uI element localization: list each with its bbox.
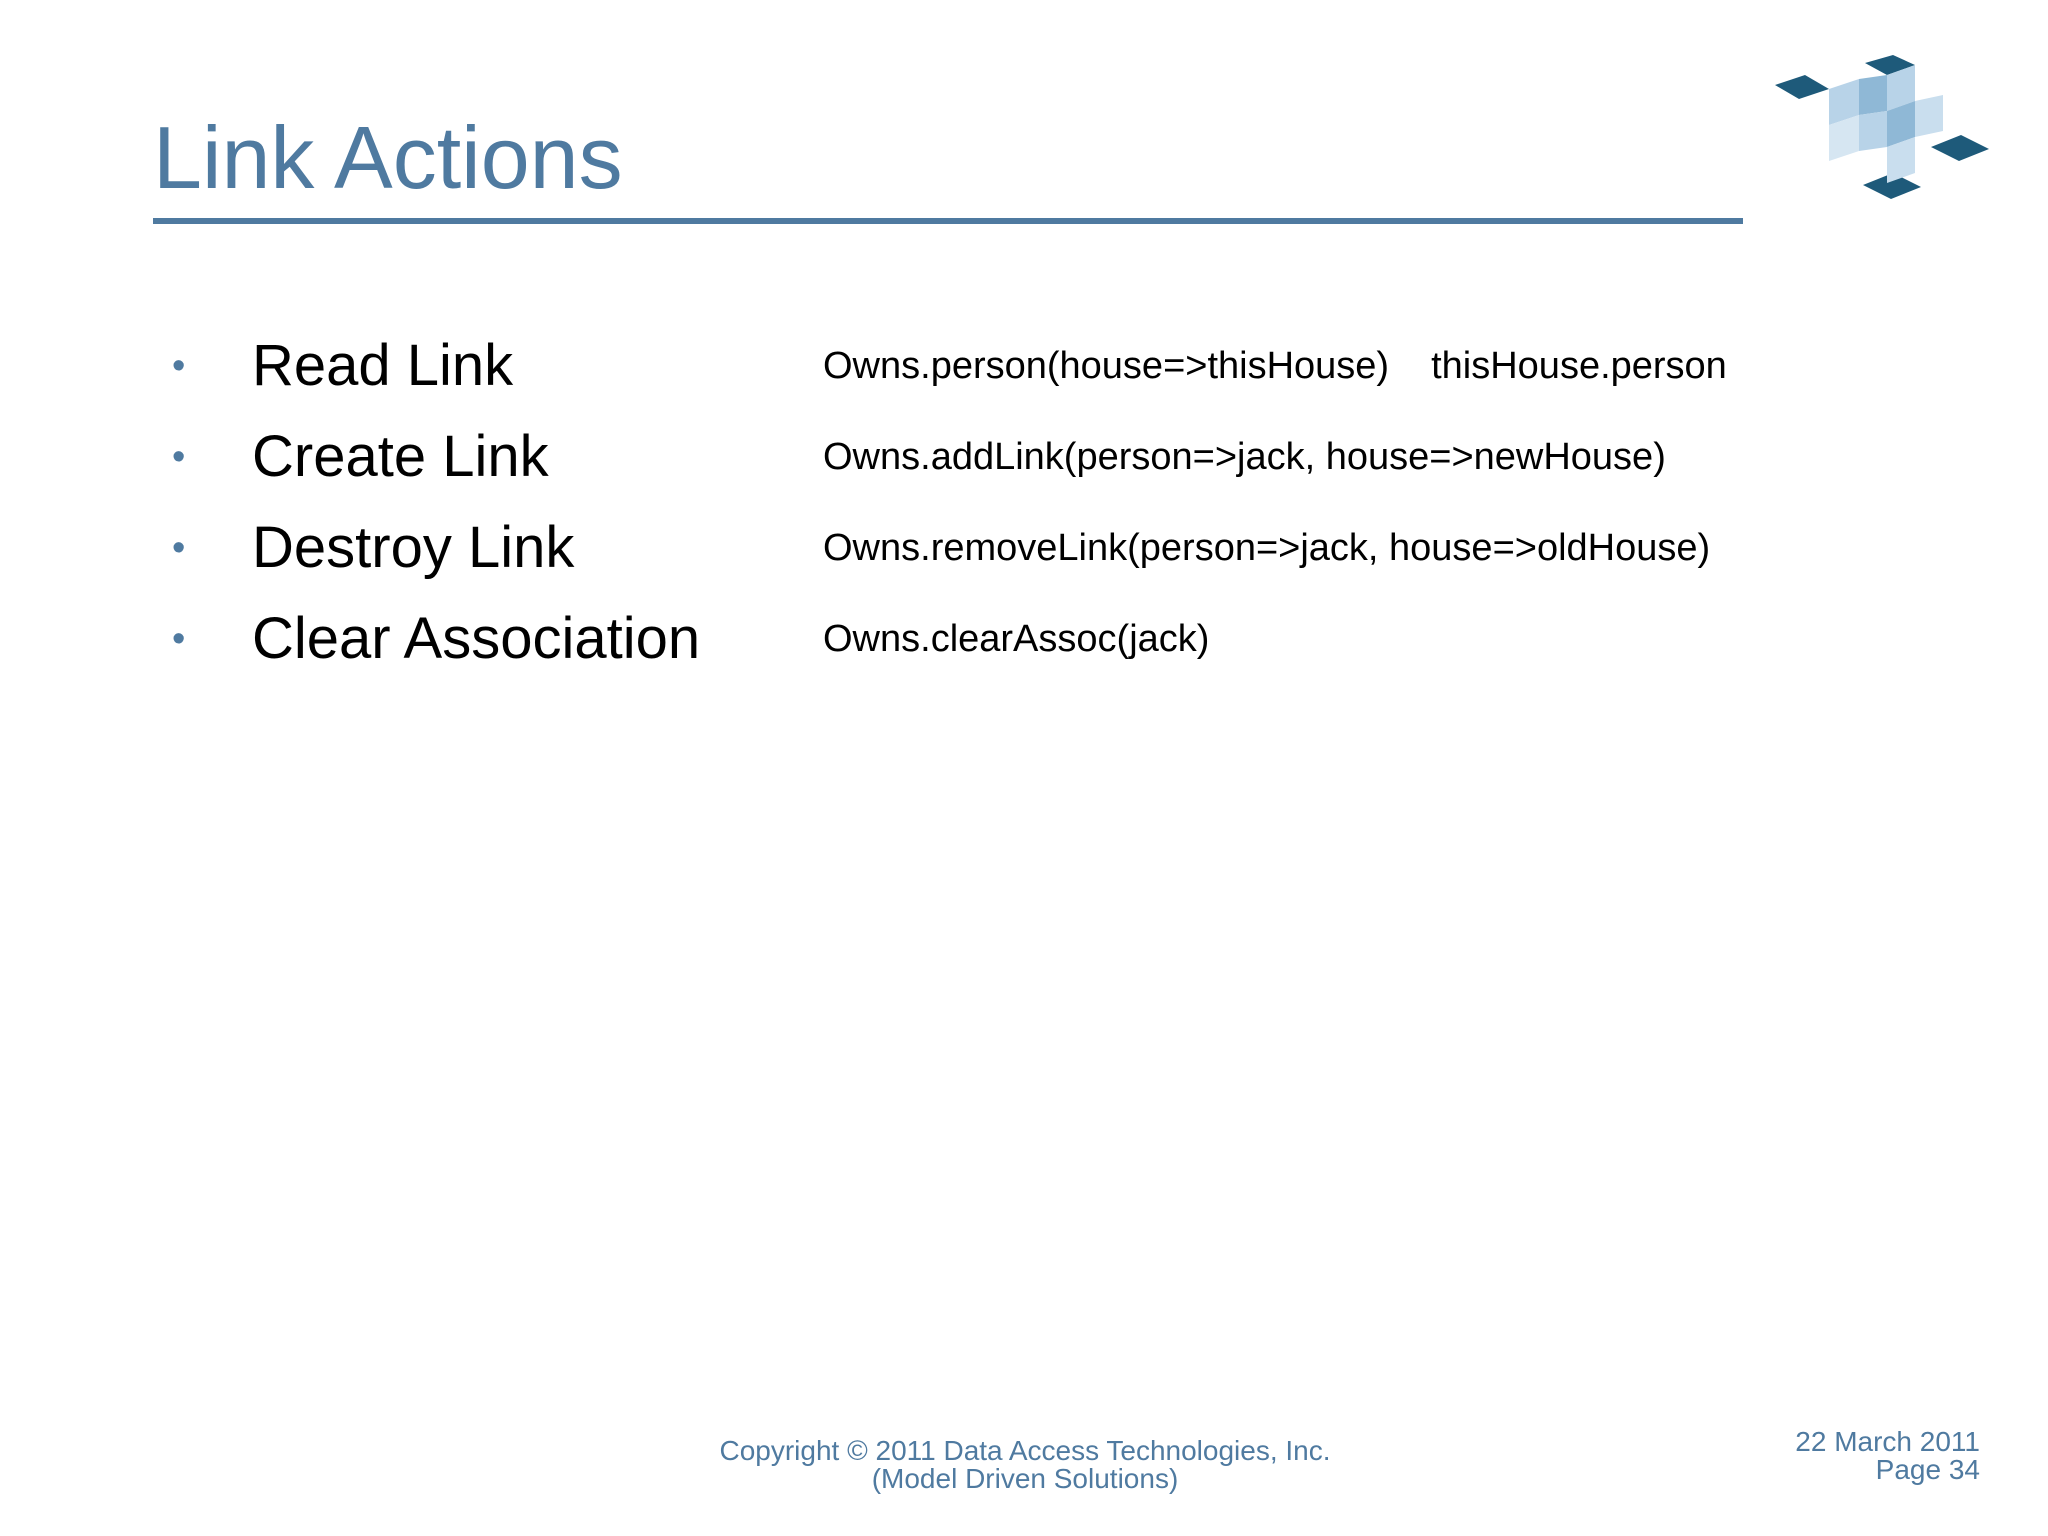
list-item [0, 599, 1900, 679]
list-item [0, 326, 1900, 406]
item-label: Destroy Link [252, 515, 575, 580]
item-code: Owns.addLink(person=>jack, house=>newHouse) [823, 436, 1666, 478]
page-number: Page 34 [1875, 1454, 1980, 1485]
title-underline [153, 218, 1743, 224]
company-logo-icon [1775, 55, 1995, 215]
footer-date-page [1795, 1428, 1980, 1484]
list-item [0, 417, 1900, 497]
bullet-icon: • [172, 436, 186, 478]
footer-date: 22 March 2011 [1795, 1426, 1980, 1457]
footer-copyright [640, 1437, 1410, 1493]
copyright-line: Copyright © 2011 Data Access Technologies, Inc. [719, 1435, 1331, 1466]
item-label: Clear Association [252, 606, 701, 671]
item-label: Create Link [252, 424, 549, 489]
copyright-subline: (Model Driven Solutions) [871, 1463, 1179, 1494]
code-text: Owns.person(house=>thisHouse) [823, 345, 1390, 387]
bullet-icon: • [172, 527, 186, 569]
list-item [0, 508, 1900, 588]
bullet-icon: • [172, 618, 186, 660]
item-code: Owns.removeLink(person=>jack, house=>oldHouse) [823, 527, 1711, 569]
item-code [823, 326, 1727, 406]
item-label: Read Link [252, 333, 514, 398]
slide-title: Link Actions [153, 108, 623, 207]
alt-code-text: thisHouse.person [1431, 345, 1727, 387]
item-code: Owns.clearAssoc(jack) [823, 618, 1210, 660]
bullet-icon: • [172, 345, 186, 387]
